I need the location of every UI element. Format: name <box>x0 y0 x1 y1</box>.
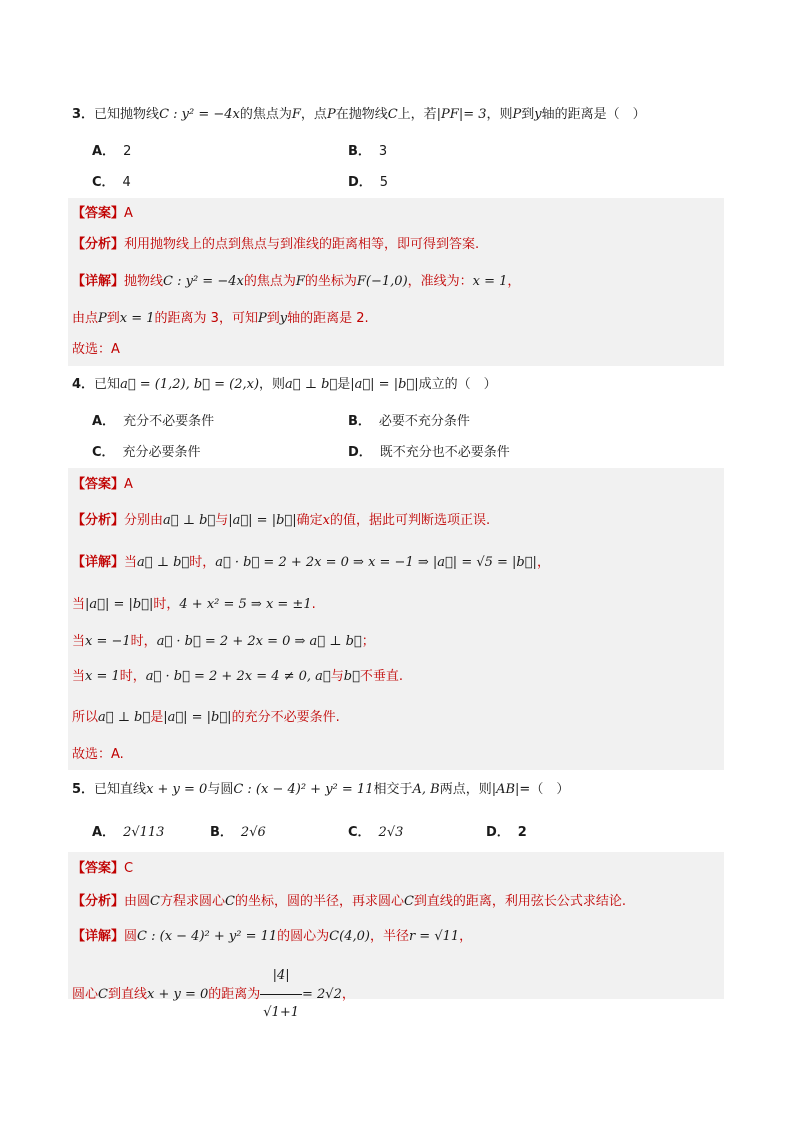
question-number: 4． <box>72 377 95 392</box>
analysis-line <box>72 511 490 531</box>
detail-text: ，准线为： <box>407 274 473 289</box>
analysis-math: C <box>150 894 160 909</box>
analysis-text: 与 <box>215 513 229 528</box>
option-d <box>486 823 535 843</box>
answer-tag: 【答案】 <box>72 206 125 221</box>
detail-math: 4 + x² = 5 ⇒ x = ±1 <box>179 597 312 612</box>
stem-math: P <box>326 107 336 122</box>
detail-math: a⃗ · b⃗ = 2 + 2x = 4 ≠ 0, a⃗ <box>145 669 331 684</box>
option-letter: B． <box>210 825 233 840</box>
answer-line <box>72 475 133 495</box>
detail-text: ； <box>361 634 375 649</box>
question-number: 3． <box>72 107 95 122</box>
detail-text: 到直线 <box>107 987 147 1002</box>
stem-text: 是 <box>337 377 351 392</box>
answer-value: A <box>124 477 133 492</box>
detail-text: 当 <box>72 634 86 649</box>
detail-text: 时， <box>119 669 146 684</box>
detail-math: x = −1 <box>85 634 131 649</box>
analysis-line <box>72 892 626 912</box>
detail-text: 抛物线 <box>124 274 164 289</box>
stem-math: A, B <box>412 782 440 797</box>
stem-text: ，点 <box>300 107 327 122</box>
detail-text: ， <box>341 987 355 1002</box>
detail-text: 到 <box>106 311 120 326</box>
stem-math: C : (x − 4)² + y² = 11 <box>233 782 374 797</box>
detail-text: 的圆心为 <box>277 929 330 944</box>
option-d <box>348 443 510 463</box>
analysis-line <box>72 235 479 255</box>
detail-text: 的距离为 3，可知 <box>154 311 258 326</box>
option-text: 2√6 <box>240 825 266 840</box>
detail-text: 与 <box>330 669 344 684</box>
stem-text: 已知抛物线 <box>94 107 160 122</box>
stem-text: ，则 <box>259 377 286 392</box>
detail-tag: 【详解】 <box>72 274 125 289</box>
option-letter: B． <box>348 414 371 429</box>
stem-text: 与圆 <box>207 782 234 797</box>
stem-math: x + y = 0 <box>146 782 208 797</box>
detail-line <box>72 595 316 615</box>
analysis-math: C <box>225 894 235 909</box>
detail-math: a⃗ · b⃗ = 2 + 2x = 0 ⇒ a⃗ ⊥ b⃗ <box>156 634 362 649</box>
choose-line <box>72 745 124 765</box>
detail-line <box>72 553 550 573</box>
option-c <box>92 443 201 463</box>
choose-text: 故选：A. <box>72 747 124 762</box>
option-letter: D． <box>348 445 372 460</box>
question-number: 5． <box>72 782 95 797</box>
stem-text: 轴的距离是（ ） <box>541 107 646 122</box>
detail-text: 的坐标为 <box>304 274 357 289</box>
detail-math: x = 1 <box>85 669 120 684</box>
stem-math: y <box>534 107 542 122</box>
analysis-math: x <box>322 513 330 528</box>
detail-math: C : (x − 4)² + y² = 11 <box>137 929 278 944</box>
analysis-math: a⃗ ⊥ b⃗ <box>163 513 216 528</box>
stem-math: C <box>387 107 398 122</box>
detail-math: C <box>98 987 108 1002</box>
detail-math: r = √11 <box>408 929 460 944</box>
question-5-stem <box>72 780 569 800</box>
analysis-text: 确定 <box>296 513 323 528</box>
option-letter: C． <box>348 825 371 840</box>
detail-text: 由点 <box>72 311 99 326</box>
option-b <box>210 823 266 843</box>
option-b <box>348 412 470 432</box>
stem-text: 上，若 <box>397 107 437 122</box>
analysis-text: 方程求圆心 <box>159 894 225 909</box>
option-text: 2 <box>123 144 132 159</box>
detail-math: C : y² = −4x <box>163 274 244 289</box>
stem-math: C : y² = −4x <box>159 107 240 122</box>
option-text: 5 <box>379 175 389 190</box>
detail-math: F <box>295 274 305 289</box>
detail-text: ， <box>459 929 473 944</box>
detail-text: 时， <box>130 634 157 649</box>
analysis-text: 分别由 <box>124 513 164 528</box>
analysis-text: 利用抛物线上的点到焦点与到准线的距离相等，即可得到答案. <box>124 237 480 252</box>
detail-text: 当 <box>124 555 138 570</box>
option-text: 2 <box>517 825 527 840</box>
answer-line <box>72 859 133 879</box>
analysis-tag: 【分析】 <box>72 513 125 528</box>
stem-text: 在抛物线 <box>335 107 388 122</box>
option-c <box>348 823 403 843</box>
stem-text: 两点，则 <box>439 782 492 797</box>
stem-text: 已知直线 <box>94 782 147 797</box>
stem-math: a⃗ ⊥ b⃗ <box>285 377 338 392</box>
detail-line <box>72 632 375 652</box>
detail-math: F(−1,0) <box>356 274 408 289</box>
detail-line <box>72 708 340 728</box>
detail-text: 是 <box>150 710 164 725</box>
detail-math: x = 1 <box>119 311 155 326</box>
analysis-math: C <box>403 894 414 909</box>
option-d <box>348 173 388 193</box>
question-3-stem <box>72 105 646 125</box>
detail-tag: 【详解】 <box>72 929 125 944</box>
option-a <box>92 823 164 843</box>
detail-text: 轴的距离是 2. <box>287 311 369 326</box>
option-c <box>92 173 131 193</box>
option-text: 2√3 <box>378 825 404 840</box>
stem-text: 成立的（ ） <box>418 377 497 392</box>
detail-math: y <box>279 311 288 326</box>
option-text: 4 <box>122 175 131 190</box>
detail-math: a⃗ ⊥ b⃗ <box>98 710 151 725</box>
answer-tag: 【答案】 <box>72 477 125 492</box>
option-a <box>92 142 131 162</box>
option-letter: C． <box>92 445 115 460</box>
detail-text: ，半径 <box>369 929 409 944</box>
answer-value: C <box>124 861 134 876</box>
detail-text: ， <box>536 555 550 570</box>
detail-math: x + y = 0 <box>146 987 209 1002</box>
option-letter: C． <box>92 175 115 190</box>
detail-text: 时， <box>153 597 180 612</box>
fraction-denominator: √1+1 <box>263 1005 299 1020</box>
detail-text: 不垂直. <box>359 669 404 684</box>
option-letter: D． <box>486 825 510 840</box>
detail-tag: 【详解】 <box>72 555 125 570</box>
option-text: 既不充分也不必要条件 <box>379 445 510 460</box>
option-letter: A． <box>92 414 116 429</box>
detail-math: |a⃗| = |b⃗| <box>85 597 154 612</box>
choose-line <box>72 340 120 360</box>
stem-text: 的焦点为 <box>239 107 292 122</box>
detail-math: a⃗ ⊥ b⃗ <box>137 555 190 570</box>
detail-line <box>72 272 520 292</box>
distance-fraction <box>260 958 302 1031</box>
stem-math: |a⃗| = |b⃗| <box>350 377 419 392</box>
analysis-tag: 【分析】 <box>72 894 125 909</box>
detail-text: 到 <box>266 311 280 326</box>
option-text: 充分不必要条件 <box>123 414 215 429</box>
detail-text: 所以 <box>72 710 99 725</box>
detail-text: 的距离为 <box>208 987 261 1002</box>
option-a <box>92 412 214 432</box>
detail-math: P <box>257 311 267 326</box>
option-letter: A． <box>92 825 116 840</box>
detail-text: . <box>311 597 316 612</box>
option-letter: B． <box>348 144 371 159</box>
detail-text: ， <box>507 274 521 289</box>
option-text: 必要不充分条件 <box>378 414 470 429</box>
analysis-math: |a⃗| = |b⃗| <box>228 513 297 528</box>
fraction-numerator: |4| <box>260 958 302 995</box>
analysis-text: 到直线的距离，利用弦长公式求结论. <box>413 894 627 909</box>
detail-line <box>72 309 369 329</box>
detail-math: x = 1 <box>472 274 508 289</box>
option-letter: D． <box>348 175 372 190</box>
detail-text: 当 <box>72 669 86 684</box>
detail-text: 的充分不必要条件. <box>231 710 340 725</box>
analysis-text: 的坐标，圆的半径，再求圆心 <box>234 894 404 909</box>
option-text: 3 <box>378 144 388 159</box>
stem-text: 已知 <box>94 377 121 392</box>
stem-math: P <box>512 107 522 122</box>
answer-line <box>72 204 133 224</box>
detail-text: 当 <box>72 597 86 612</box>
detail-line <box>72 927 472 947</box>
stem-math: |PF|= 3 <box>436 107 487 122</box>
detail-math: P <box>98 311 107 326</box>
detail-math: b⃗ <box>343 669 360 684</box>
choose-text: 故选：A <box>72 342 120 357</box>
answer-value: A <box>124 206 133 221</box>
stem-text: ，则 <box>486 107 513 122</box>
option-b <box>348 142 387 162</box>
analysis-text: 由圆 <box>124 894 151 909</box>
stem-math: a⃗ = (1,2), b⃗ = (2,x) <box>120 377 260 392</box>
answer-tag: 【答案】 <box>72 861 125 876</box>
stem-text: 到 <box>521 107 535 122</box>
stem-math: F <box>291 107 301 122</box>
stem-math: |AB| <box>491 782 520 797</box>
detail-text: 的焦点为 <box>243 274 296 289</box>
detail-math: a⃗ · b⃗ = 2 + 2x = 0 ⇒ x = −1 ⇒ |a⃗| = √5 = |b⃗| <box>215 555 537 570</box>
detail-math: |a⃗| = |b⃗| <box>163 710 232 725</box>
analysis-tag: 【分析】 <box>72 237 125 252</box>
detail-math: = 2√2 <box>301 987 342 1002</box>
option-letter: A． <box>92 144 116 159</box>
detail-text: 圆心 <box>72 987 99 1002</box>
detail-line <box>72 667 403 687</box>
stem-text: =（ ） <box>519 782 570 797</box>
question-4-stem <box>72 375 497 395</box>
option-text: 2√113 <box>123 825 165 840</box>
analysis-text: 的值，据此可判断选项正误. <box>329 513 491 528</box>
stem-text: 相交于 <box>373 782 413 797</box>
detail-math: C(4,0) <box>329 929 370 944</box>
option-text: 充分必要条件 <box>122 445 201 460</box>
detail-text: 时， <box>189 555 216 570</box>
detail-line <box>72 958 355 1031</box>
detail-text: 圆 <box>124 929 138 944</box>
